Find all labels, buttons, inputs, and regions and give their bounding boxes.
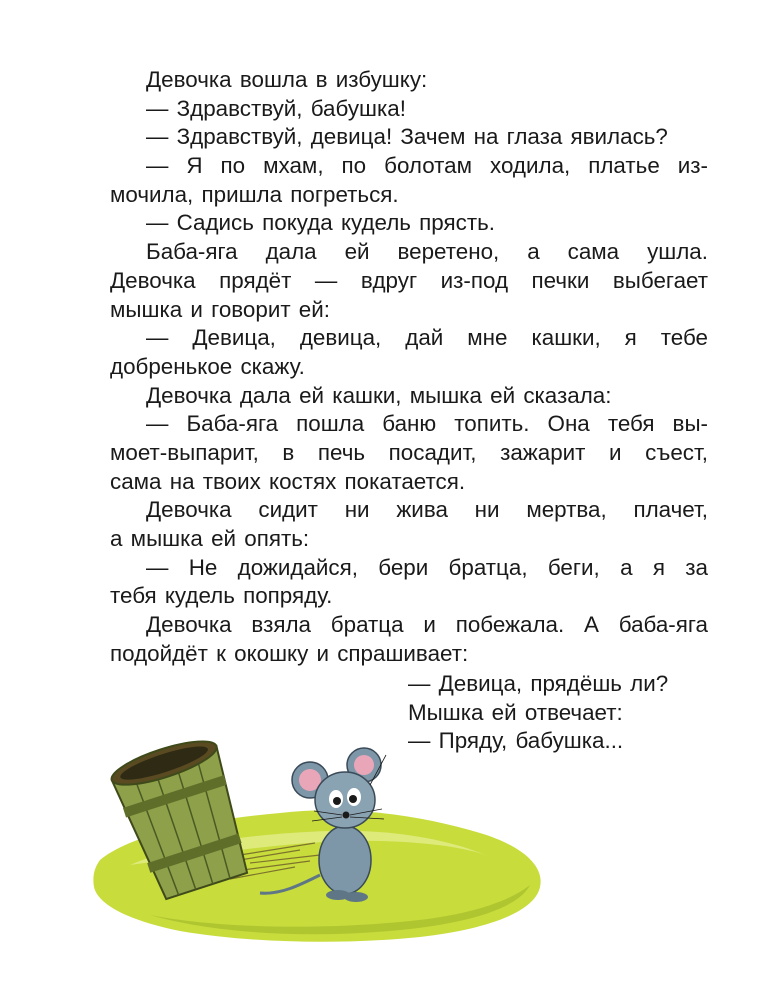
story-line: — Я по мхам, по болотам ходила, платье из- xyxy=(146,153,708,179)
story-line: подойдёт к окошку и спрашивает: xyxy=(110,640,469,666)
story-tail-line: — Пряду, бабушка... xyxy=(408,728,624,754)
mouse-tub-illustration xyxy=(90,715,550,945)
story-line: моет-выпарит, в печь посадит, зажарит и съест, xyxy=(110,439,708,465)
story-line: мышка и говорит ей: xyxy=(110,296,330,322)
story-line: Девочка сидит ни жива ни мертва, плачет, xyxy=(146,497,708,523)
story-line: Девочка взяла братца и побежала. А баба-яга xyxy=(146,612,708,638)
story-tail-line: Мышка ей отвечает: xyxy=(408,699,623,725)
story-line: Девочка дала ей кашки, мышка ей сказала: xyxy=(146,382,612,408)
story-line: а мышка ей опять: xyxy=(110,526,310,551)
story-line: Баба-яга дала ей веретено, а сама ушла. xyxy=(146,239,708,265)
story-line: тебя кудель попряду. xyxy=(110,583,333,609)
story-line: — Здравствуй, бабушка! xyxy=(146,95,406,121)
story-line: — Не дожидайся, бери братца, беги, а я за xyxy=(146,554,708,580)
story-line: Девочка вошла в избушку: xyxy=(146,67,428,92)
story-line: добренькое скажу. xyxy=(110,353,305,379)
story-line: — Баба-яга пошла баню топить. Она тебя вы- xyxy=(146,411,708,437)
story-line: мочила, пришла погреться. xyxy=(110,181,399,207)
story-line: сама на твоих костях покатается. xyxy=(110,468,466,494)
story-text xyxy=(110,66,708,668)
story-line: Девочка прядёт — вдруг из-под печки выбегает xyxy=(110,267,708,293)
story-line: — Здравствуй, девица! Зачем на глаза явилась? xyxy=(146,124,668,150)
story-line: — Садись покуда кудель прясть. xyxy=(146,210,495,236)
story-line: — Девица, девица, дай мне кашки, я тебе xyxy=(146,325,708,351)
story-tail-line: — Девица, прядёшь ли? xyxy=(408,671,669,696)
